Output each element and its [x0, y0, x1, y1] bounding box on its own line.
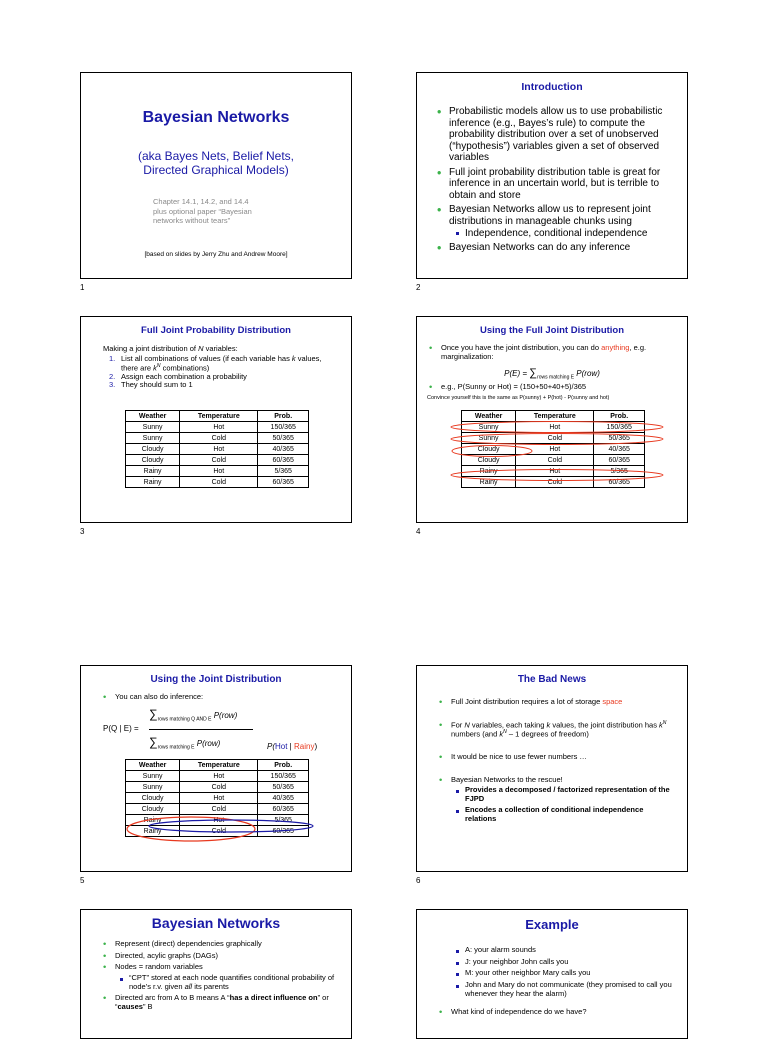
- step-number: 1.: [109, 354, 116, 363]
- bullet: • e.g., P(Sunny or Hot) = (150+50+40+5)/365: [429, 383, 681, 392]
- slide-number: 3: [80, 527, 85, 536]
- slide-number: 5: [80, 876, 85, 885]
- slide-6-title: The Bad News: [517, 674, 587, 685]
- slide-3: [80, 316, 352, 523]
- sub-bullet: Independence, conditional independence: [455, 228, 675, 240]
- bullet: • Full joint probability distribution table is great for inference in an uncertain world, but is terrible to obtain and store: [437, 167, 675, 202]
- cell: 60/365: [258, 804, 309, 815]
- cell: Hot: [180, 771, 258, 782]
- row-highlight-ovals: [417, 317, 688, 523]
- cell: 50/365: [258, 782, 309, 793]
- cell: 150/365: [258, 771, 309, 782]
- step: [107, 381, 333, 390]
- text: values, the joint distribution has: [550, 720, 660, 730]
- var-k: k: [291, 354, 296, 363]
- cell: Cold: [180, 477, 258, 488]
- sum-subscript: rows matching E: [537, 374, 575, 381]
- var-n: N: [662, 719, 667, 726]
- slide-8-bullets: [439, 1008, 675, 1017]
- cell: Sunny: [462, 433, 516, 444]
- text: Once you have the joint distribution, you can do: [441, 343, 602, 352]
- column-header: Temperature: [180, 760, 258, 771]
- highlight-oval: [451, 470, 663, 481]
- var-n: N: [198, 344, 204, 353]
- cell: Rainy: [126, 826, 180, 837]
- text: ” or “: [115, 993, 329, 1011]
- slide-4-title: Using the Full Joint Distribution: [479, 325, 625, 336]
- bullet: • What kind of independence do we have?: [439, 1008, 675, 1017]
- slide-4: [416, 316, 688, 523]
- bullet-text: Bayesian Networks allow us to represent joint distributions in manageable chunks using: [449, 204, 651, 227]
- bullet: • It would be nice to use fewer numbers …: [439, 753, 673, 762]
- var-k: k: [659, 720, 663, 730]
- column-header: Temperature: [180, 411, 258, 422]
- cell: Cloudy: [126, 793, 180, 804]
- cell: Rainy: [462, 466, 516, 477]
- cell: 5/365: [258, 815, 309, 826]
- cell: 60/365: [258, 826, 309, 837]
- text: – 1 degrees of freedom): [506, 729, 589, 739]
- slide-number: 1: [80, 283, 85, 292]
- slide-5-title: Using the Joint Distribution: [150, 674, 282, 685]
- slide-5: [80, 665, 352, 872]
- cell: 60/365: [258, 455, 309, 466]
- column-header: Weather: [462, 411, 516, 422]
- text: Making a joint distribution of: [103, 344, 199, 353]
- chapter-line: networks without tears”: [153, 216, 231, 225]
- cell: Cold: [180, 782, 258, 793]
- cell: Cloudy: [462, 455, 516, 466]
- var-k: k: [546, 720, 551, 730]
- text: ): [314, 742, 318, 751]
- table-header: [126, 411, 309, 422]
- sum-symbol: ∑: [529, 367, 538, 379]
- cell: Cold: [516, 455, 594, 466]
- bullet: [439, 776, 673, 824]
- slide-1-chapter: [153, 197, 252, 226]
- cell: 50/365: [594, 433, 645, 444]
- bullet-text: Nodes = random variables: [115, 962, 203, 972]
- cell: 5/365: [258, 466, 309, 477]
- sum-subscript: rows matching Q AND E: [157, 716, 212, 723]
- text: For: [451, 720, 465, 730]
- sub-bullet: A: your alarm sounds: [455, 946, 675, 955]
- formula-lhs: P(Q | E) =: [103, 724, 139, 733]
- text: values, there are: [121, 354, 322, 373]
- slide-1-subtitle-line: (aka Bayes Nets, Belief Nets,: [137, 149, 295, 163]
- column-header: Prob.: [258, 411, 309, 422]
- cell: Cold: [180, 433, 258, 444]
- slide-number: 2: [416, 283, 421, 292]
- slide-1-subtitle-line: Directed Graphical Models): [143, 163, 289, 177]
- cell: Sunny: [126, 433, 180, 444]
- cell: Cold: [516, 477, 594, 488]
- slide-1-credit: [based on slides by Jerry Zhu and Andrew Moore]: [144, 251, 288, 258]
- text: Full Joint distribution requires a lot of storage: [451, 697, 603, 706]
- bullet: • Bayesian Networks can do any inference: [437, 242, 675, 254]
- cell: Hot: [180, 793, 258, 804]
- steps-list: [107, 355, 333, 390]
- sub-bullet: Provides a decomposed / factorized representation of the FJPD: [455, 786, 673, 803]
- slide-6: [416, 665, 688, 872]
- convince-note: Convince yourself this is the same as P(sunny) + P(hot) - P(sunny and hot): [427, 395, 610, 401]
- var-n: N: [156, 362, 161, 369]
- cell: Rainy: [126, 477, 180, 488]
- chapter-line: plus optional paper “Bayesian: [153, 206, 252, 216]
- chapter-line: Chapter 14.1, 14.2, and 14.4: [153, 197, 249, 206]
- cell: Hot: [516, 422, 594, 433]
- cell: Cloudy: [462, 444, 516, 455]
- sub-bullets: [119, 974, 337, 991]
- text: numbers (and: [451, 729, 500, 739]
- cell: 150/365: [258, 422, 309, 433]
- sub-bullet: John and Mary do not communicate (they promised to call you whenever they hear the alarm): [455, 981, 675, 998]
- cell: 60/365: [258, 477, 309, 488]
- table-row: [126, 433, 309, 444]
- cell: Cold: [516, 433, 594, 444]
- cell: Hot: [180, 815, 258, 826]
- sub-bullet: M: your other neighbor Mary calls you: [455, 969, 675, 978]
- cell: Cloudy: [126, 804, 180, 815]
- table-row: [126, 466, 309, 477]
- sub-bullet: Encodes a collection of conditional independence relations: [455, 806, 673, 823]
- bullet: [439, 721, 673, 739]
- slide-6-bullets: [439, 698, 673, 824]
- query-hot: Hot: [275, 742, 288, 751]
- step-number: 2.: [109, 371, 116, 381]
- cell: 40/365: [258, 793, 309, 804]
- sub-bullets: [455, 786, 673, 824]
- slide-3-intro: [103, 344, 333, 353]
- text: combinations): [160, 363, 210, 373]
- slide-1: [80, 72, 352, 279]
- cell: Rainy: [126, 466, 180, 477]
- cell: Hot: [180, 422, 258, 433]
- cell: 40/365: [594, 444, 645, 455]
- formula-lhs: P(E) =: [504, 369, 530, 378]
- text: List all combinations of values (if each variable has: [121, 354, 292, 363]
- text: variables:: [203, 344, 238, 353]
- slide-number: 6: [416, 876, 421, 885]
- cell: Hot: [180, 466, 258, 477]
- cell: Rainy: [126, 815, 180, 826]
- joint-table: [125, 410, 309, 488]
- var-k: k: [499, 729, 504, 739]
- cell: Cloudy: [126, 455, 180, 466]
- cell: Cold: [180, 804, 258, 815]
- cell: Hot: [516, 466, 594, 477]
- cell: 60/365: [594, 455, 645, 466]
- query-rainy: Rainy: [293, 742, 315, 751]
- sub-bullet: [119, 974, 337, 991]
- highlight-text: space: [602, 697, 623, 706]
- slide-7: [80, 909, 352, 1039]
- highlight-text: anything: [601, 343, 630, 352]
- sub-bullets: [455, 228, 675, 240]
- hot-oval: [149, 820, 313, 832]
- text: “CPT” stored at each node quantifies conditional probability of node’s r.v. given: [129, 972, 335, 991]
- cell: 40/365: [258, 444, 309, 455]
- bullet: [103, 963, 337, 991]
- formula-rhs: P(row): [574, 369, 600, 378]
- cell: Hot: [180, 444, 258, 455]
- sum-symbol: ∑: [149, 707, 158, 721]
- bullet: [437, 204, 675, 240]
- table-row: [126, 455, 309, 466]
- cell: Sunny: [462, 422, 516, 433]
- text: Directed arc from A to B means A “: [115, 993, 230, 1003]
- cell: Cold: [180, 455, 258, 466]
- slide-1-subtitle: [81, 149, 351, 177]
- slide-7-bullets: [103, 940, 337, 1011]
- slide-1-title: Bayesian Networks: [142, 109, 290, 126]
- cell: Sunny: [126, 782, 180, 793]
- cell: 5/365: [594, 466, 645, 477]
- formula-text: P(row): [211, 711, 238, 720]
- bullet: • Probabilistic models allow us to use probabilistic inference (e.g., Bayes’s rule) to compute the probability distribution over a set of unobserved (“hypothesis”) variables given a set of observed variables: [437, 106, 675, 164]
- cell: Sunny: [126, 422, 180, 433]
- highlight-oval: [451, 434, 663, 445]
- slide-8-sub-bullets: [455, 946, 675, 998]
- text: its parents: [192, 981, 229, 991]
- cell: 50/365: [258, 433, 309, 444]
- highlight-oval: [451, 422, 663, 433]
- cell: Cloudy: [126, 444, 180, 455]
- column-header: Weather: [126, 411, 180, 422]
- highlight-oval: [452, 446, 532, 457]
- text: P(: [267, 742, 275, 751]
- text: |: [287, 742, 294, 751]
- bullet: • You can also do inference:: [103, 693, 341, 702]
- sub-bullet: J: your neighbor John calls you: [455, 958, 675, 967]
- column-header: Weather: [126, 760, 180, 771]
- table-row: [126, 422, 309, 433]
- cell: 60/365: [594, 477, 645, 488]
- cell: 150/365: [594, 422, 645, 433]
- text: variables, each taking: [469, 720, 547, 730]
- bullet-text: Bayesian Networks to the rescue!: [451, 774, 563, 784]
- var-k: k: [153, 363, 157, 373]
- step-number: 3.: [109, 380, 116, 390]
- text: ” B: [142, 1001, 153, 1011]
- formula-text: P(row): [194, 739, 221, 748]
- text: , e.g. marginalization:: [441, 343, 647, 361]
- slide-number: 4: [416, 527, 421, 536]
- cell: Sunny: [126, 771, 180, 782]
- bullet: [103, 994, 337, 1011]
- slide-3-title: Full Joint Probability Distribution: [141, 325, 291, 336]
- text: They should sum to 1: [121, 380, 193, 390]
- var-n: N: [503, 728, 507, 735]
- slide-2-bullets: [437, 106, 675, 253]
- column-header: Temperature: [516, 411, 594, 422]
- text: Assign each combination a probability: [121, 371, 247, 381]
- cell: Hot: [516, 444, 594, 455]
- column-header: Prob.: [594, 411, 645, 422]
- column-header: Prob.: [258, 760, 309, 771]
- bullet: • Directed, acylic graphs (DAGs): [103, 952, 337, 961]
- bold-text: causes: [117, 1001, 143, 1011]
- bullet: [439, 698, 673, 707]
- bullet: • Represent (direct) dependencies graphically: [103, 940, 337, 949]
- slide-2-title: Introduction: [521, 81, 583, 93]
- row-highlight-ovals: [81, 666, 352, 872]
- sum-subscript: rows matching E: [157, 744, 195, 751]
- sum-symbol: ∑: [149, 735, 158, 749]
- slide-7-title: Bayesian Networks: [151, 915, 281, 931]
- step: [107, 355, 333, 373]
- slide-3-body: [103, 344, 333, 390]
- cell: Rainy: [462, 477, 516, 488]
- slide-8-title: Example: [525, 917, 579, 932]
- table-row: [126, 477, 309, 488]
- slide-8: [416, 909, 688, 1039]
- slide-2: [416, 72, 688, 279]
- bold-text: has a direct influence on: [229, 993, 318, 1003]
- emphasis-text: all: [184, 981, 193, 991]
- table-row: [126, 444, 309, 455]
- var-n: N: [464, 720, 470, 730]
- cell: Cold: [180, 826, 258, 837]
